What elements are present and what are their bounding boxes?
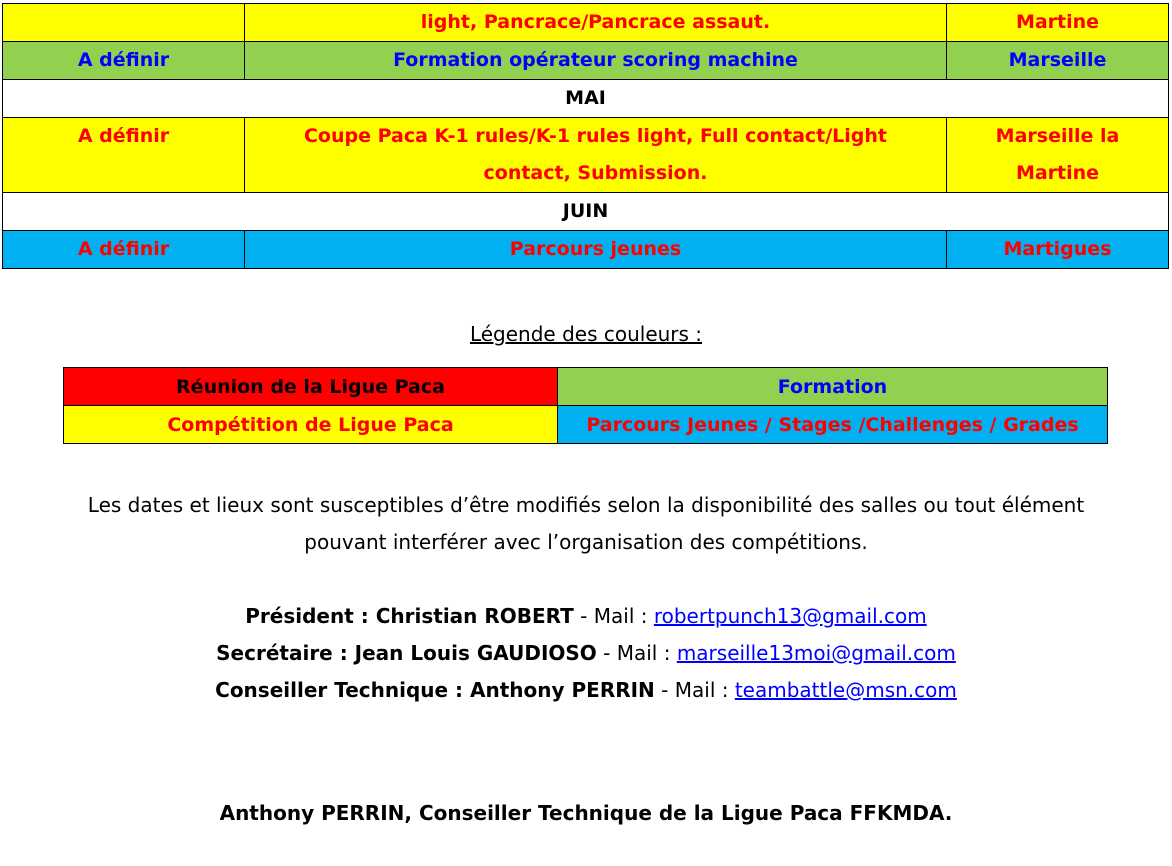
event-cell: Parcours jeunes <box>245 231 947 269</box>
place-line: Marseille la <box>995 125 1120 147</box>
contact-label: Président : Christian ROBERT <box>245 604 574 628</box>
signature: Anthony PERRIN, Conseiller Technique de la Ligue Paca FFKMDA. <box>219 801 953 825</box>
contact-secretaire <box>0 635 1172 672</box>
legend-formation: Formation <box>558 368 1108 406</box>
event-cell: light, Pancrace/Pancrace assaut. <box>245 4 947 42</box>
mail-label: - Mail : <box>573 604 654 628</box>
legend-parcours: Parcours Jeunes / Stages /Challenges / Grades <box>558 406 1108 444</box>
contact-president <box>0 598 1172 635</box>
date-cell: A définir <box>3 118 245 193</box>
email-link[interactable]: robertpunch13@gmail.com <box>653 604 927 628</box>
month-header-juin: JUIN <box>3 193 1169 231</box>
disclaimer-note <box>0 487 1172 561</box>
schedule-table <box>2 3 1169 269</box>
event-line: Coupe Paca K-1 rules/K-1 rules light, Full contact/Light <box>303 125 888 147</box>
place-cell: Martine <box>947 4 1169 42</box>
table-row <box>3 4 1169 42</box>
mail-label: - Mail : <box>596 641 677 665</box>
event-cell <box>245 118 947 193</box>
event-cell: Formation opérateur scoring machine <box>245 42 947 80</box>
email-link[interactable]: marseille13moi@gmail.com <box>676 641 956 665</box>
legend-reunion: Réunion de la Ligue Paca <box>64 368 558 406</box>
month-row <box>3 80 1169 118</box>
place-cell: Marseille <box>947 42 1169 80</box>
contact-label: Conseiller Technique : Anthony PERRIN <box>215 678 655 702</box>
email-link[interactable]: teambattle@msn.com <box>734 678 957 702</box>
color-legend <box>63 367 1108 444</box>
date-cell: A définir <box>3 42 245 80</box>
mail-label: - Mail : <box>654 678 735 702</box>
month-header-mai: MAI <box>3 80 1169 118</box>
place-line: Martine <box>1015 162 1100 184</box>
place-cell <box>947 118 1169 193</box>
date-cell: A définir <box>3 231 245 269</box>
note-line: pouvant interférer avec l’organisation des compétitions. <box>304 530 868 554</box>
contacts-block <box>0 598 1172 709</box>
table-row <box>3 231 1169 269</box>
event-line: contact, Submission. <box>483 162 708 184</box>
table-row <box>3 42 1169 80</box>
place-cell: Martigues <box>947 231 1169 269</box>
contact-label: Secrétaire : Jean Louis GAUDIOSO <box>216 641 597 665</box>
table-row <box>3 118 1169 193</box>
month-row <box>3 193 1169 231</box>
note-line: Les dates et lieux sont susceptibles d’être modifiés selon la disponibilité des salles ou tout élément <box>87 493 1085 517</box>
legend-title: Légende des couleurs : <box>469 322 703 346</box>
legend-competition: Compétition de Ligue Paca <box>64 406 558 444</box>
date-cell <box>3 4 245 42</box>
contact-conseiller <box>0 672 1172 709</box>
